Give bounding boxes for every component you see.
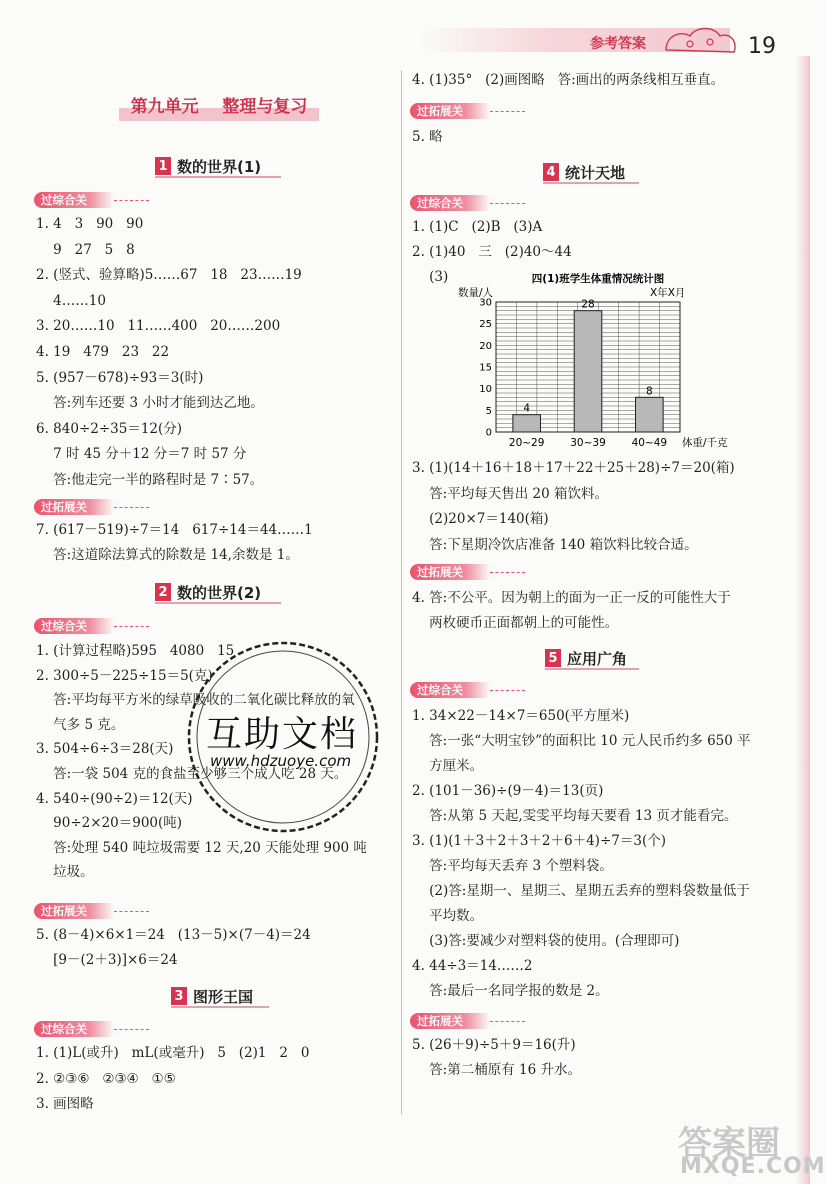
answer-line: 2. (1)40 三 (2)40～44 — [412, 244, 572, 260]
answer-line: (3)答:要减少对塑料袋的使用。(合理即可) — [412, 933, 680, 949]
chart-bar — [636, 397, 664, 432]
answer-line: 答:平均每平方米的绿草吸收的二氧化碳比释放的氧 — [36, 692, 355, 709]
section-title: 数的世界(1) — [177, 157, 262, 176]
chart-ytick-label: 30 — [479, 297, 492, 309]
answer-line: 气多 5 克。 — [36, 716, 125, 733]
badge-comprehensive: 过综合关 — [34, 192, 114, 208]
corner-logo-text: 答案圈 — [678, 1124, 780, 1164]
chart-xtick-label: 40~49 — [631, 437, 668, 449]
answer-line: 2. 300÷5－225÷15＝5(克) — [36, 667, 213, 684]
answer-line: 9 27 5 8 — [36, 241, 135, 258]
section-number: 3 — [171, 987, 187, 1005]
answer-line: 5. (26＋9)÷5＋9＝16(升) — [412, 1037, 576, 1053]
unit-title: 第九单元 整理与复习 — [119, 95, 319, 121]
answer-line: 1. 34×22－14×7＝650(平方厘米) — [412, 708, 630, 724]
chart-date-label: X年X月 — [650, 287, 686, 299]
answer-line: 3. 504÷6÷3＝28(天) — [36, 741, 174, 758]
badge-comprehensive: 过综合关 — [410, 195, 490, 211]
chart-title: 四(1)班学生体重情况统计图 — [531, 273, 665, 285]
chart-ylabel: 数量/人 — [458, 287, 494, 299]
answer-line: 5. (8－4)×6×1＝24 (13－5)×(7－4)＝24 — [36, 927, 311, 943]
answer-line: [9－(2＋3)]×6＝24 — [36, 952, 178, 968]
answer-line: 答:这道除法算式的除数是 14,余数是 1。 — [36, 547, 299, 563]
answer-line: 3. 20……10 11……400 20……200 — [36, 318, 281, 335]
badge-extension: 过拓展关 — [410, 103, 490, 119]
badge-comprehensive: 过综合关 — [34, 618, 114, 634]
chart-xlabel: 体重/千克 — [682, 437, 728, 449]
corner-logo-url: MXQE.COM — [680, 1154, 826, 1179]
answer-line: 3. 画图略 — [36, 1096, 94, 1112]
answer-line: 5. 略 — [412, 129, 443, 145]
answer-line: 1. (1)C (2)B (3)A — [412, 219, 543, 235]
chart-xtick-label: 30~39 — [570, 437, 606, 449]
answer-line: 平均数。 — [412, 908, 484, 924]
section-number: 2 — [155, 583, 171, 601]
section-heading-3 — [171, 986, 269, 1008]
chart-ytick-label: 10 — [479, 384, 492, 396]
page-edge-strip — [796, 56, 810, 1184]
watermark-url: www.hdzuoye.com — [210, 752, 352, 770]
chart-data-label: 28 — [581, 298, 595, 311]
answer-line: 90÷2×20＝900(吨) — [36, 815, 183, 832]
answer-line: (2)答:星期一、星期三、星期五丢弃的塑料袋数量低于 — [412, 883, 750, 899]
answer-line: 4. 19 479 23 22 — [36, 344, 170, 360]
answer-line: 6. 840÷2÷35＝12(分) — [36, 420, 183, 437]
badge-extension: 过拓展关 — [410, 564, 490, 580]
section-number: 1 — [155, 157, 171, 175]
chart-data-label: 4 — [523, 402, 531, 415]
section-number: 4 — [543, 163, 559, 181]
column-divider — [401, 70, 402, 1115]
answer-line: 2. (竖式、验算略)5……67 18 23……19 — [36, 267, 302, 284]
answer-line: 垃圾。 — [36, 864, 94, 881]
answer-line: 2. (101－36)÷(9－4)＝13(页) — [412, 783, 604, 799]
chart-ytick-label: 0 — [485, 427, 492, 439]
section-heading-5 — [545, 648, 639, 670]
answer-line: 答:处理 540 吨垃圾需要 12 天,20 天能处理 900 吨 — [36, 839, 367, 856]
badge-extension: 过拓展关 — [410, 1013, 490, 1029]
answer-line: (2)20×7＝140(箱) — [412, 511, 549, 527]
chart-data-label: 8 — [645, 385, 653, 398]
answer-line: (3) — [412, 269, 449, 285]
page-number: 19 — [748, 34, 776, 59]
answer-line: 答:从第 5 天起,雯雯平均每天要看 13 页才能看完。 — [412, 808, 738, 824]
answer-line: 方厘米。 — [412, 758, 484, 774]
chart-bar — [574, 311, 602, 432]
answer-line: 答:一张“大明宝钞”的面积比 10 元人民币约多 650 平 — [412, 733, 751, 749]
badge-extension: 过拓展关 — [34, 903, 114, 919]
chart-ytick-label: 5 — [485, 405, 492, 417]
section-heading-1 — [155, 156, 281, 178]
section-title: 图形王国 — [193, 987, 254, 1006]
answer-line: 7 时 45 分＋12 分＝7 时 57 分 — [36, 446, 247, 463]
answer-line: 2. ②③⑥ ②③④ ①⑤ — [36, 1070, 176, 1087]
answer-line: 答:一袋 504 克的食盐至少够三个成人吃 28 天。 — [36, 766, 348, 782]
answer-line: 答:他走完一半的路程时是 7∶57。 — [36, 472, 264, 488]
section-title: 数的世界(2) — [177, 583, 262, 602]
answer-line: 答:平均每天丢弃 3 个塑料袋。 — [412, 858, 613, 874]
header-label: 参考答案 — [590, 36, 646, 52]
answer-line: 4. 答:不公平。因为朝上的面为一正一反的可能性大于 — [412, 590, 731, 606]
answer-line: 答:平均每天售出 20 箱饮料。 — [412, 485, 608, 502]
section-heading-4 — [543, 162, 639, 184]
answer-line: 1. 4 3 90 90 — [36, 216, 144, 232]
section-title: 统计天地 — [565, 163, 626, 182]
answer-line: 答:最后一名同学报的数是 2。 — [412, 983, 609, 999]
section-heading-2 — [155, 582, 281, 604]
answer-line: 4. 540÷(90÷2)＝12(天) — [36, 790, 193, 807]
badge-extension: 过拓展关 — [34, 499, 114, 515]
section-number: 5 — [545, 649, 561, 667]
chart-ytick-label: 25 — [479, 319, 492, 331]
answer-line: 答:第二桶原有 16 升水。 — [412, 1062, 581, 1078]
answer-line: 答:下星期冷饮店准备 140 箱饮料比较合适。 — [412, 536, 698, 553]
chart-xtick-label: 20~29 — [508, 437, 545, 449]
answer-line: 1. (计算过程略)595 4080 15 — [36, 643, 235, 659]
answer-line: 7. (617－519)÷7＝14 617÷14＝44……1 — [36, 522, 313, 538]
weight-bar-chart — [418, 270, 748, 456]
section-title: 应用广角 — [567, 649, 628, 668]
answer-line: 4. 44÷3＝14……2 — [412, 958, 533, 974]
chart-ytick-label: 20 — [479, 340, 492, 352]
answer-line: 5. (957－678)÷93＝3(时) — [36, 369, 204, 386]
answer-line: 3. (1)(1＋3＋2＋3＋2＋6＋4)÷7＝3(个) — [412, 833, 666, 849]
chart-bar — [513, 415, 541, 432]
answer-line: 3. (1)(14＋16＋18＋17＋22＋25＋28)÷7＝20(箱) — [412, 460, 735, 476]
answer-line: 1. (1)L(或升) mL(或毫升) 5 (2)1 2 0 — [36, 1045, 310, 1061]
answer-line: 4……10 — [36, 292, 106, 309]
badge-comprehensive: 过综合关 — [34, 1021, 114, 1037]
chart-ytick-label: 15 — [479, 362, 492, 374]
answer-line: 两枚硬币正面都朝上的可能性。 — [412, 615, 619, 631]
answer-line: 答:列车还要 3 小时才能到达乙地。 — [36, 395, 264, 412]
badge-comprehensive: 过综合关 — [410, 682, 490, 698]
watermark-text: 互助文档 — [206, 714, 359, 755]
header-cloud-icon — [660, 22, 740, 60]
answer-line: 4. (1)35° (2)画图略 答:画出的两条线相互垂直。 — [412, 72, 725, 88]
